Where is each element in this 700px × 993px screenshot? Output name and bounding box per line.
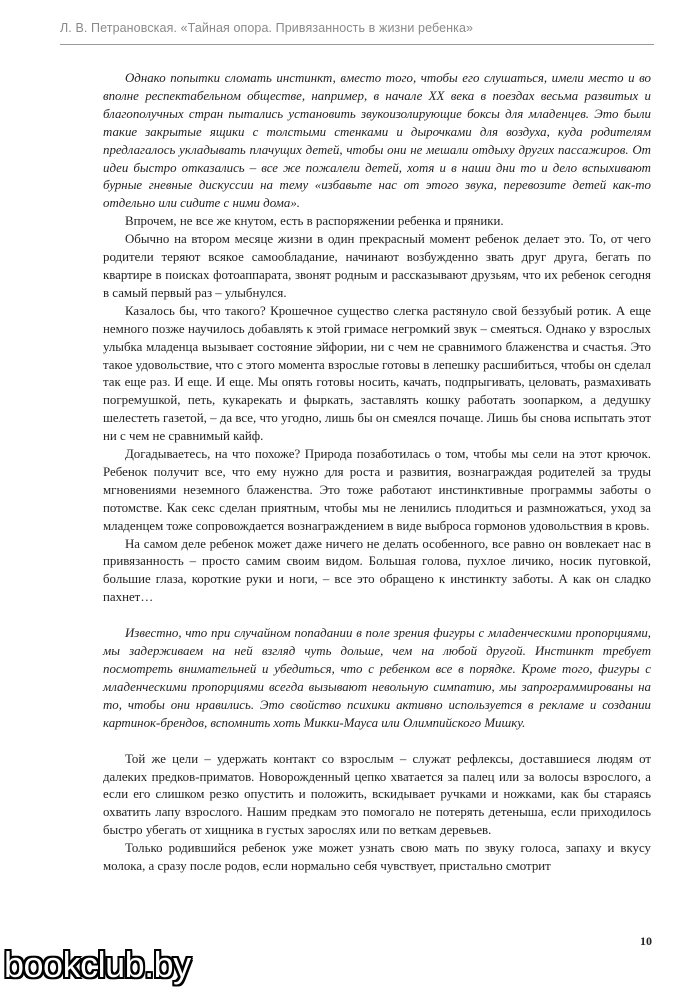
paragraph: На самом деле ребенок может даже ничего не делать особенного, все равно он вовлекает нас в привязанность – просто самим своим видом. Большая голова, пухлое личико, носик пуговкой, большие глаза, короткие руки и ноги, – все это обращено к инстинкту заботы. А как он сладко пахнет… — [103, 536, 651, 605]
section-gap — [103, 733, 651, 751]
paragraph-italic-intro: Однако попытки сломать инстинкт, вместо того, чтобы его слушаться, имели место и во вполне респектабельном обществе, например, в начале XX века в поездах весьма развитых и благополучных стран пытались установить звукоизолирующие боксы для младенцев. Это были такие закрытые ящики с толстыми стенками и дырочками для воздуха, куда родителям предлагалось укладывать плачущих детей, чтобы они не мешали отдыху других пассажиров. От идеи быстро отказались – все же пожалели детей, хотя и в наши дни то и дело вспыхивают бурные гневные дискуссии на тему «избавьте нас от этого звука, перевозите детей как-то отдельно или сидите с ними дома». — [103, 71, 651, 211]
section-gap — [103, 607, 651, 625]
paragraph-italic-sidebar: Известно, что при случайном попадании в поле зрения фигуры с младенческими пропорциями, мы задерживаем на ней взгляд чуть дольше, чем на любой другой. Инстинкт требует посмотреть внимательней и убедиться, что с ребенком все в порядке. Кроме того, фигуры с младенческими пропорциями всегда вызывают невольную симпатию, мы запрограммированы на то, чтобы они нравились. Это свойство психики активно используется в рекламе и создании картинок-брендов, вспомнить хоть Микки-Мауса или Олимпийского Мишку. — [103, 626, 651, 730]
paragraph: Обычно на втором месяце жизни в один прекрасный момент ребенок делает это. То, от чего родители теряют всякое самообладание, начинают возбужденно звать друг друга, бегать по квартире в поисках фотоаппарата, звонят родным и рассказывают друзьям, что их ребенок сегодня в самый первый раз – улыбнулся. — [103, 232, 651, 300]
paragraph: Догадываетесь, на что похоже? Природа позаботилась о том, чтобы мы сели на этот крючок. Ребенок получит все, что ему нужно для роста и развития, вознаграждая родителей за труды мгновениями неземного блаженства. Это тоже работают инстинктивные программы заботы о потомстве. Как секс сделан приятным, чтобы мы не ленились плодиться и размножаться, уход за младенцем тоже сопровождается вознаграждением в виде выброса гормонов удовольствия в кровь. — [103, 447, 651, 533]
running-header: Л. В. Петрановская. «Тайная опора. Привязанность в жизни ребенка» — [60, 21, 474, 35]
paragraph: Казалось бы, что такого? Крошечное существо слегка растянуло свой беззубый ротик. А еще немного позже научилось добавлять к этой гримасе негромкий звук – смеяться. Однако у взрослых улыбка младенца вызывает состояние эйфории, ни с чем не сравнимого блаженства и счастья. Это такое удовольствие, что с этого момента взрослые готовы в лепешку расшибиться, чтобы он сделал так еще раз. И еще. И еще. Мы опять готовы носить, качать, подпрыгивать, целовать, размахивать погремушкой, петь, кукарекать и фыркать, заставлять кошку работать зоопарком, а дедушку шелестеть газетой, – да все, что угодно, лишь бы он смеялся почаще. Лишь бы снова испытать этот ни с чем не сравнимый кайф. — [103, 303, 651, 444]
paragraph: Только родившийся ребенок уже может узнать свою мать по звуку голоса, запаху и вкусу молока, а сразу после родов, если нормально себя чувствует, пристально смотрит — [103, 841, 651, 874]
paragraph: Той же цели – удержать контакт со взрослым – служат рефлексы, доставшиеся людям от далеких предков-приматов. Новорожденный цепко хватается за палец или за волосы взрослого, а если его слишком резко опустить и положить, вскидывает ручками и ножками, как бы стараясь охватить лапу взрослого. Нашим предкам это помогало не потерять детеныша, если приходилось быстро убегать от хищника в густых зарослях или по веткам деревьев. — [103, 751, 651, 838]
paragraph: Впрочем, не все же кнутом, есть в распоряжении ребенка и пряники. — [125, 214, 504, 229]
watermark-logo: bookclub.by — [4, 944, 191, 985]
page-number: 10 — [640, 934, 652, 948]
header-divider — [60, 44, 654, 45]
page-body — [103, 70, 651, 876]
